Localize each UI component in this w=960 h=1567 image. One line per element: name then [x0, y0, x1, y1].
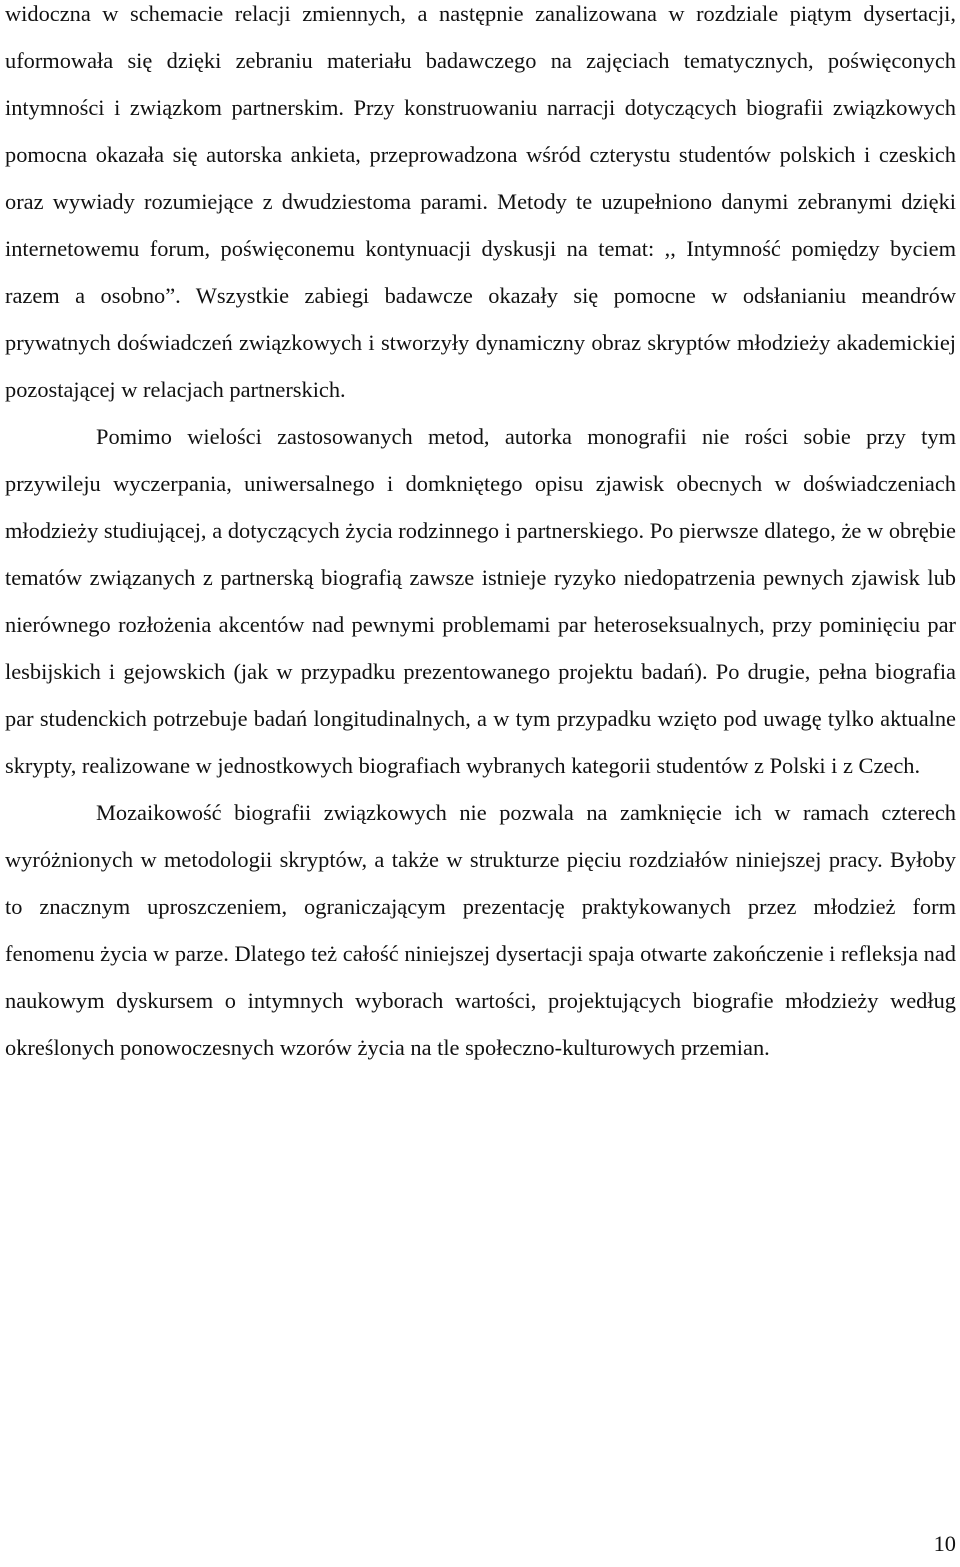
page-number: 10 — [933, 1531, 956, 1556]
paragraph-2: Pomimo wielości zastosowanych metod, autorka monografii nie rości sobie przy tym przywileju wyczerpania, uniwersalnego i domkniętego opisu zjawisk obecnych w doświadczeniach młodzieży studiującej, a dotyczących życia rodzinnego i partnerskiego. Po pierwsze dlatego, że w obrębie tematów związanych z partnerską biografią zawsze istnieje ryzyko niedopatrzenia pewnych zjawisk lub nierównego rozłożenia akcentów nad pewnymi problemami par heteroseksualnych, przy pominięciu par lesbijskich i gejowskich (jak w przypadku prezentowanego projektu badań). Po drugie, pełna biografia par studenckich potrzebuje badań longitudinalnych, a w tym przypadku wzięto pod uwagę tylko aktualne skrypty, realizowane w jednostkowych biografiach wybranych kategorii studentów z Polski i z Czech. — [5, 424, 956, 778]
paragraph-3: Mozaikowość biografii związkowych nie pozwala na zamknięcie ich w ramach czterech wyróżnionych w metodologii skryptów, a także w strukturze pięciu rozdziałów niniejszej pracy. Byłoby to znacznym uproszczeniem, ograniczającym prezentację praktykowanych przez młodzież form fenomenu życia w parze. Dlatego też całość niniejszej dysertacji spaja otwarte zakończenie i refleksja nad naukowym dyskursem o intymnych wyborach wartości, projektujących biografie młodzieży według określonych ponowoczesnych wzorów życia na tle społeczno-kulturowych przemian. — [5, 800, 956, 1060]
paragraph-1: widoczna w schemacie relacji zmiennych, a następnie zanalizowana w rozdziale piątym dysertacji, uformowała się dzięki zebraniu materiału badawczego na zajęciach tematycznych, poświęconych intymności i związkom partnerskim. Przy konstruowaniu narracji dotyczących biografii związkowych pomocna okazała się autorska ankieta, przeprowadzona wśród czterystu studentów polskich i czeskich oraz wywiady rozumiejące z dwudziestoma parami. Metody te uzupełniono danymi zebranymi dzięki internetowemu forum, poświęconemu kontynuacji dyskusji na temat: ,, Intymność pomiędzy byciem razem a osobno”. Wszystkie zabiegi badawcze okazały się pomocne w odsłanianiu meandrów prywatnych doświadczeń związkowych i stworzyły dynamiczny obraz skryptów młodzieży akademickiej pozostającej w relacjach partnerskich. — [5, 1, 956, 402]
page-body — [5, 0, 956, 1071]
